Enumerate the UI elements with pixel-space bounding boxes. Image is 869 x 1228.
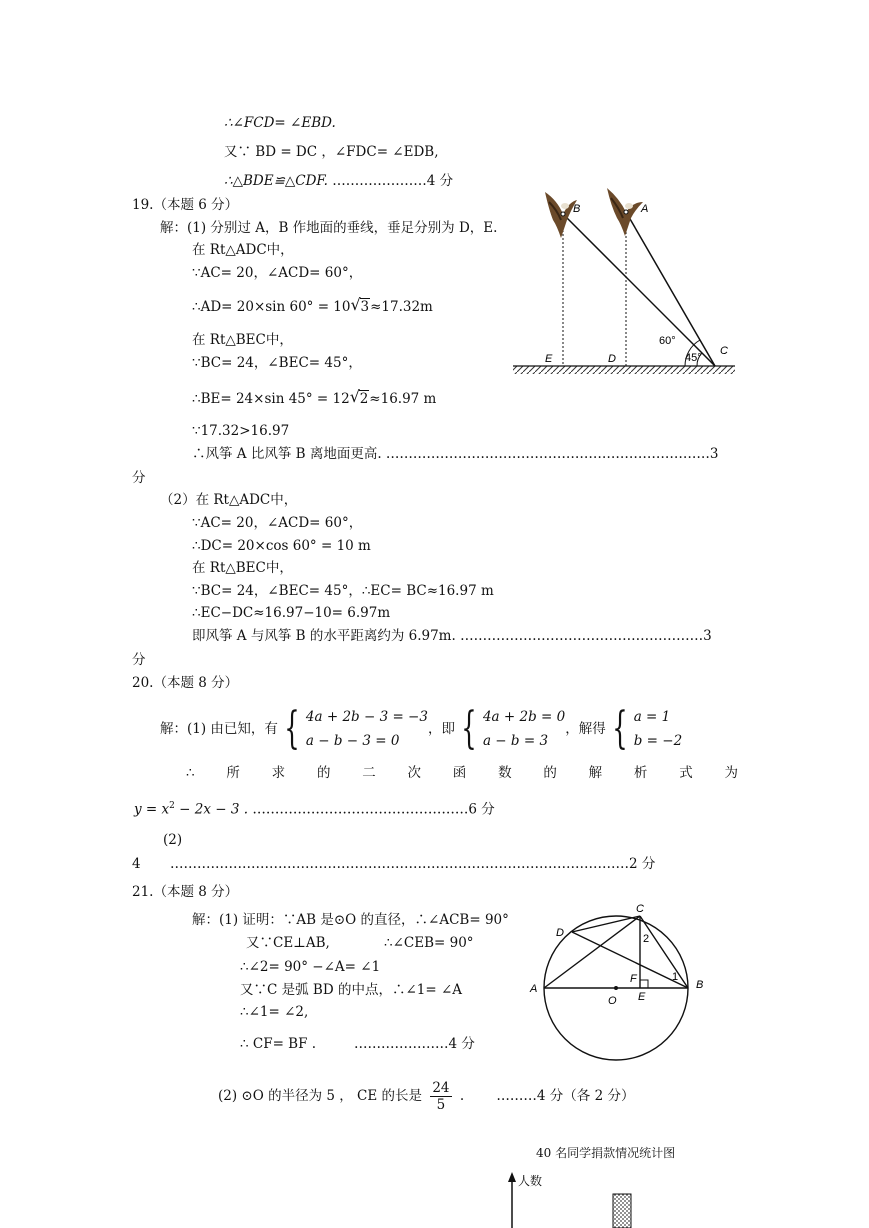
- system-1: { 4a + 2b − 3 = −3 a − b − 3 = 0: [284, 703, 428, 754]
- q20-score-2: …………………………………………………………………………………………2 分: [170, 856, 656, 872]
- q21-line-7: [218, 1080, 634, 1113]
- system-2: { 4a + 2b = 0 a − b = 3: [461, 703, 566, 754]
- q20-spread-line: [186, 764, 738, 782]
- q20-ji: ，即: [427, 721, 455, 737]
- q19-line-10: 分: [132, 470, 146, 486]
- label-a: A: [641, 203, 649, 215]
- sys3-eq1: a = 1: [633, 709, 671, 725]
- label-c: C: [720, 345, 728, 357]
- word: 所: [226, 765, 240, 781]
- word: 式: [679, 765, 693, 781]
- q20-header: 20.（本题 8 分）: [132, 675, 239, 691]
- word: 的: [543, 765, 557, 781]
- word: 求: [271, 765, 286, 781]
- system-3: { a = 1 b = −2: [612, 703, 683, 754]
- chart-bar: [613, 1194, 631, 1228]
- word: 函: [452, 765, 467, 781]
- label-d: D: [556, 927, 564, 939]
- center-o: [614, 986, 618, 990]
- chart-title: 40 名同学捐款情况统计图: [536, 1146, 676, 1160]
- q19-header: 19.（本题 6 分）: [132, 197, 239, 213]
- proof-line-bd-dc: 又∵ BD = DC ，∠FDC= ∠EDB,: [224, 144, 439, 160]
- be-expr: ∴BE= 24×sin 45° = 12: [192, 391, 350, 407]
- q21-part2-text: (2) ⊙O 的半径为 5 ， CE 的长是: [218, 1088, 423, 1104]
- q21-line-2a: 又∵CE⊥AB,: [246, 935, 330, 951]
- q20-part2-answer: 4: [132, 856, 141, 872]
- q20-jiede: ，解得: [565, 721, 606, 737]
- q21-line-4: 又∵C 是弧 BD 的中点，∴∠1= ∠A: [240, 982, 463, 998]
- label-o: O: [608, 995, 617, 1007]
- point-b: [561, 212, 565, 216]
- q19-line-11: （2）在 Rt△ADC中，: [160, 492, 298, 508]
- q20-intro: 解：(1) 由已知，有: [160, 721, 278, 737]
- q19-line-16: ∴EC−DC≈16.97−10= 6.97m: [192, 605, 391, 621]
- word: 为: [724, 765, 738, 781]
- chord-cb: [640, 916, 688, 988]
- q19-line-17: 即风筝 A 与风筝 B 的水平距离约为 6.97m. ………………………………………………3: [192, 628, 712, 644]
- q19-line-12: ∵AC= 20，∠ACD= 60°，: [192, 515, 363, 531]
- label-b: B: [696, 979, 704, 991]
- label-c: C: [636, 903, 644, 915]
- q19-line-13: ∴DC= 20×cos 60° = 10 m: [192, 538, 371, 554]
- q19-line-8: ∵17.32>16.97: [192, 423, 290, 439]
- q21-period: .: [459, 1088, 465, 1104]
- angle-45-label: 45°: [685, 352, 702, 364]
- q19-line-14: 在 Rt△BEC中，: [192, 560, 293, 576]
- word: 析: [633, 765, 648, 781]
- kite-figure: [505, 180, 740, 380]
- proof-line-angle: ∴∠FCD= ∠EBD.: [224, 115, 336, 131]
- q20-function-line: [134, 797, 495, 819]
- label-a: A: [530, 983, 538, 995]
- q21-line-5: ∴∠1= ∠2,: [240, 1004, 309, 1020]
- q21-line-6b: …………………4 分: [354, 1036, 475, 1052]
- fn-y: y = x: [134, 801, 170, 818]
- label-f: F: [630, 973, 637, 985]
- q20-system-line: [160, 704, 682, 754]
- radicand-2: 2: [359, 391, 369, 407]
- sys1-eq2: a − b − 3 = 0: [305, 733, 400, 749]
- q19-line-18: 分: [132, 652, 146, 668]
- fn-rest: − 2x − 3 .: [174, 801, 249, 818]
- q21-line-2b: ∴∠CEB= 90°: [384, 935, 474, 951]
- be-approx: ≈16.97 m: [369, 391, 437, 407]
- q19-line-3: ∵AC= 20，∠ACD= 60°，: [192, 265, 363, 281]
- q21-line-6a: ∴ CF= BF .: [240, 1036, 317, 1052]
- word: ∴: [186, 765, 195, 781]
- y-axis-arrow-icon: [508, 1172, 516, 1182]
- label-1: 1: [672, 971, 679, 983]
- label-e: E: [545, 353, 553, 365]
- sys3-eq2: b = −2: [633, 733, 683, 749]
- q19-line-1: 解：(1) 分别过 A，B 作地面的垂线，垂足分别为 D，E.: [160, 220, 498, 236]
- word: 解: [588, 765, 603, 781]
- label-b: B: [573, 203, 581, 215]
- frac-num: 24: [432, 1080, 450, 1096]
- word: 数: [498, 765, 512, 781]
- ground-hatch: [513, 366, 735, 374]
- label-d: D: [608, 353, 616, 365]
- q19-line-4: [192, 295, 433, 316]
- q19-line-7: [192, 387, 437, 408]
- sys2-eq2: a − b = 3: [482, 733, 549, 749]
- sqrt-3: √ 3: [350, 295, 370, 315]
- string-bc: [563, 214, 715, 366]
- score-dots: …………………4 分: [332, 173, 454, 189]
- word: 次: [407, 765, 421, 781]
- sqrt-2: √ 2: [349, 387, 369, 407]
- q20-part2: (2): [163, 832, 183, 848]
- q21-header: 21.（本题 8 分）: [132, 884, 239, 900]
- sys2-eq1: 4a + 2b = 0: [482, 709, 566, 725]
- ad-approx: ≈17.32m: [370, 299, 433, 315]
- congruence-text: ∴△BDE≌△CDF.: [224, 173, 328, 189]
- fn-exp: 2: [169, 801, 175, 811]
- q19-line-15: ∵BC= 24，∠BEC= 45°，∴EC= BC≈16.97 m: [192, 583, 494, 599]
- circle-figure: [522, 900, 717, 1065]
- q19-line-5: 在 Rt△BEC中，: [192, 332, 293, 348]
- label-e: E: [638, 991, 646, 1003]
- angle-60-label: 60°: [659, 335, 676, 347]
- right-angle-mark: [640, 980, 648, 988]
- q19-line-9: ∴风筝 A 比风筝 B 离地面更高. ………………………………………………………………3: [192, 446, 719, 462]
- fraction-24-5: [430, 1080, 451, 1113]
- point-a: [624, 210, 628, 214]
- q20-score-6: …………………………………………6 分: [252, 801, 495, 818]
- word: 的: [316, 765, 331, 781]
- sys1-eq1: 4a + 2b − 3 = −3: [305, 709, 428, 725]
- q21-line-1: 解：(1) 证明：∵AB 是⊙O 的直径，∴∠ACB= 90°: [192, 912, 509, 928]
- radicand-3: 3: [360, 299, 370, 315]
- word: 二: [362, 765, 376, 781]
- q21-line-3: ∴∠2= 90° −∠A= ∠1: [240, 959, 381, 975]
- chart-ylabel: 人数: [518, 1174, 543, 1188]
- frac-den: 5: [436, 1097, 446, 1113]
- ad-expr: ∴AD= 20×sin 60° = 10: [192, 299, 351, 315]
- label-2: 2: [643, 933, 650, 945]
- proof-line-congruent: [224, 172, 453, 190]
- q19-line-2: 在 Rt△ADC中，: [192, 242, 294, 258]
- q21-score: ………4 分（各 2 分）: [496, 1088, 635, 1104]
- q19-line-6: ∵BC= 24，∠BEC= 45°，: [192, 355, 362, 371]
